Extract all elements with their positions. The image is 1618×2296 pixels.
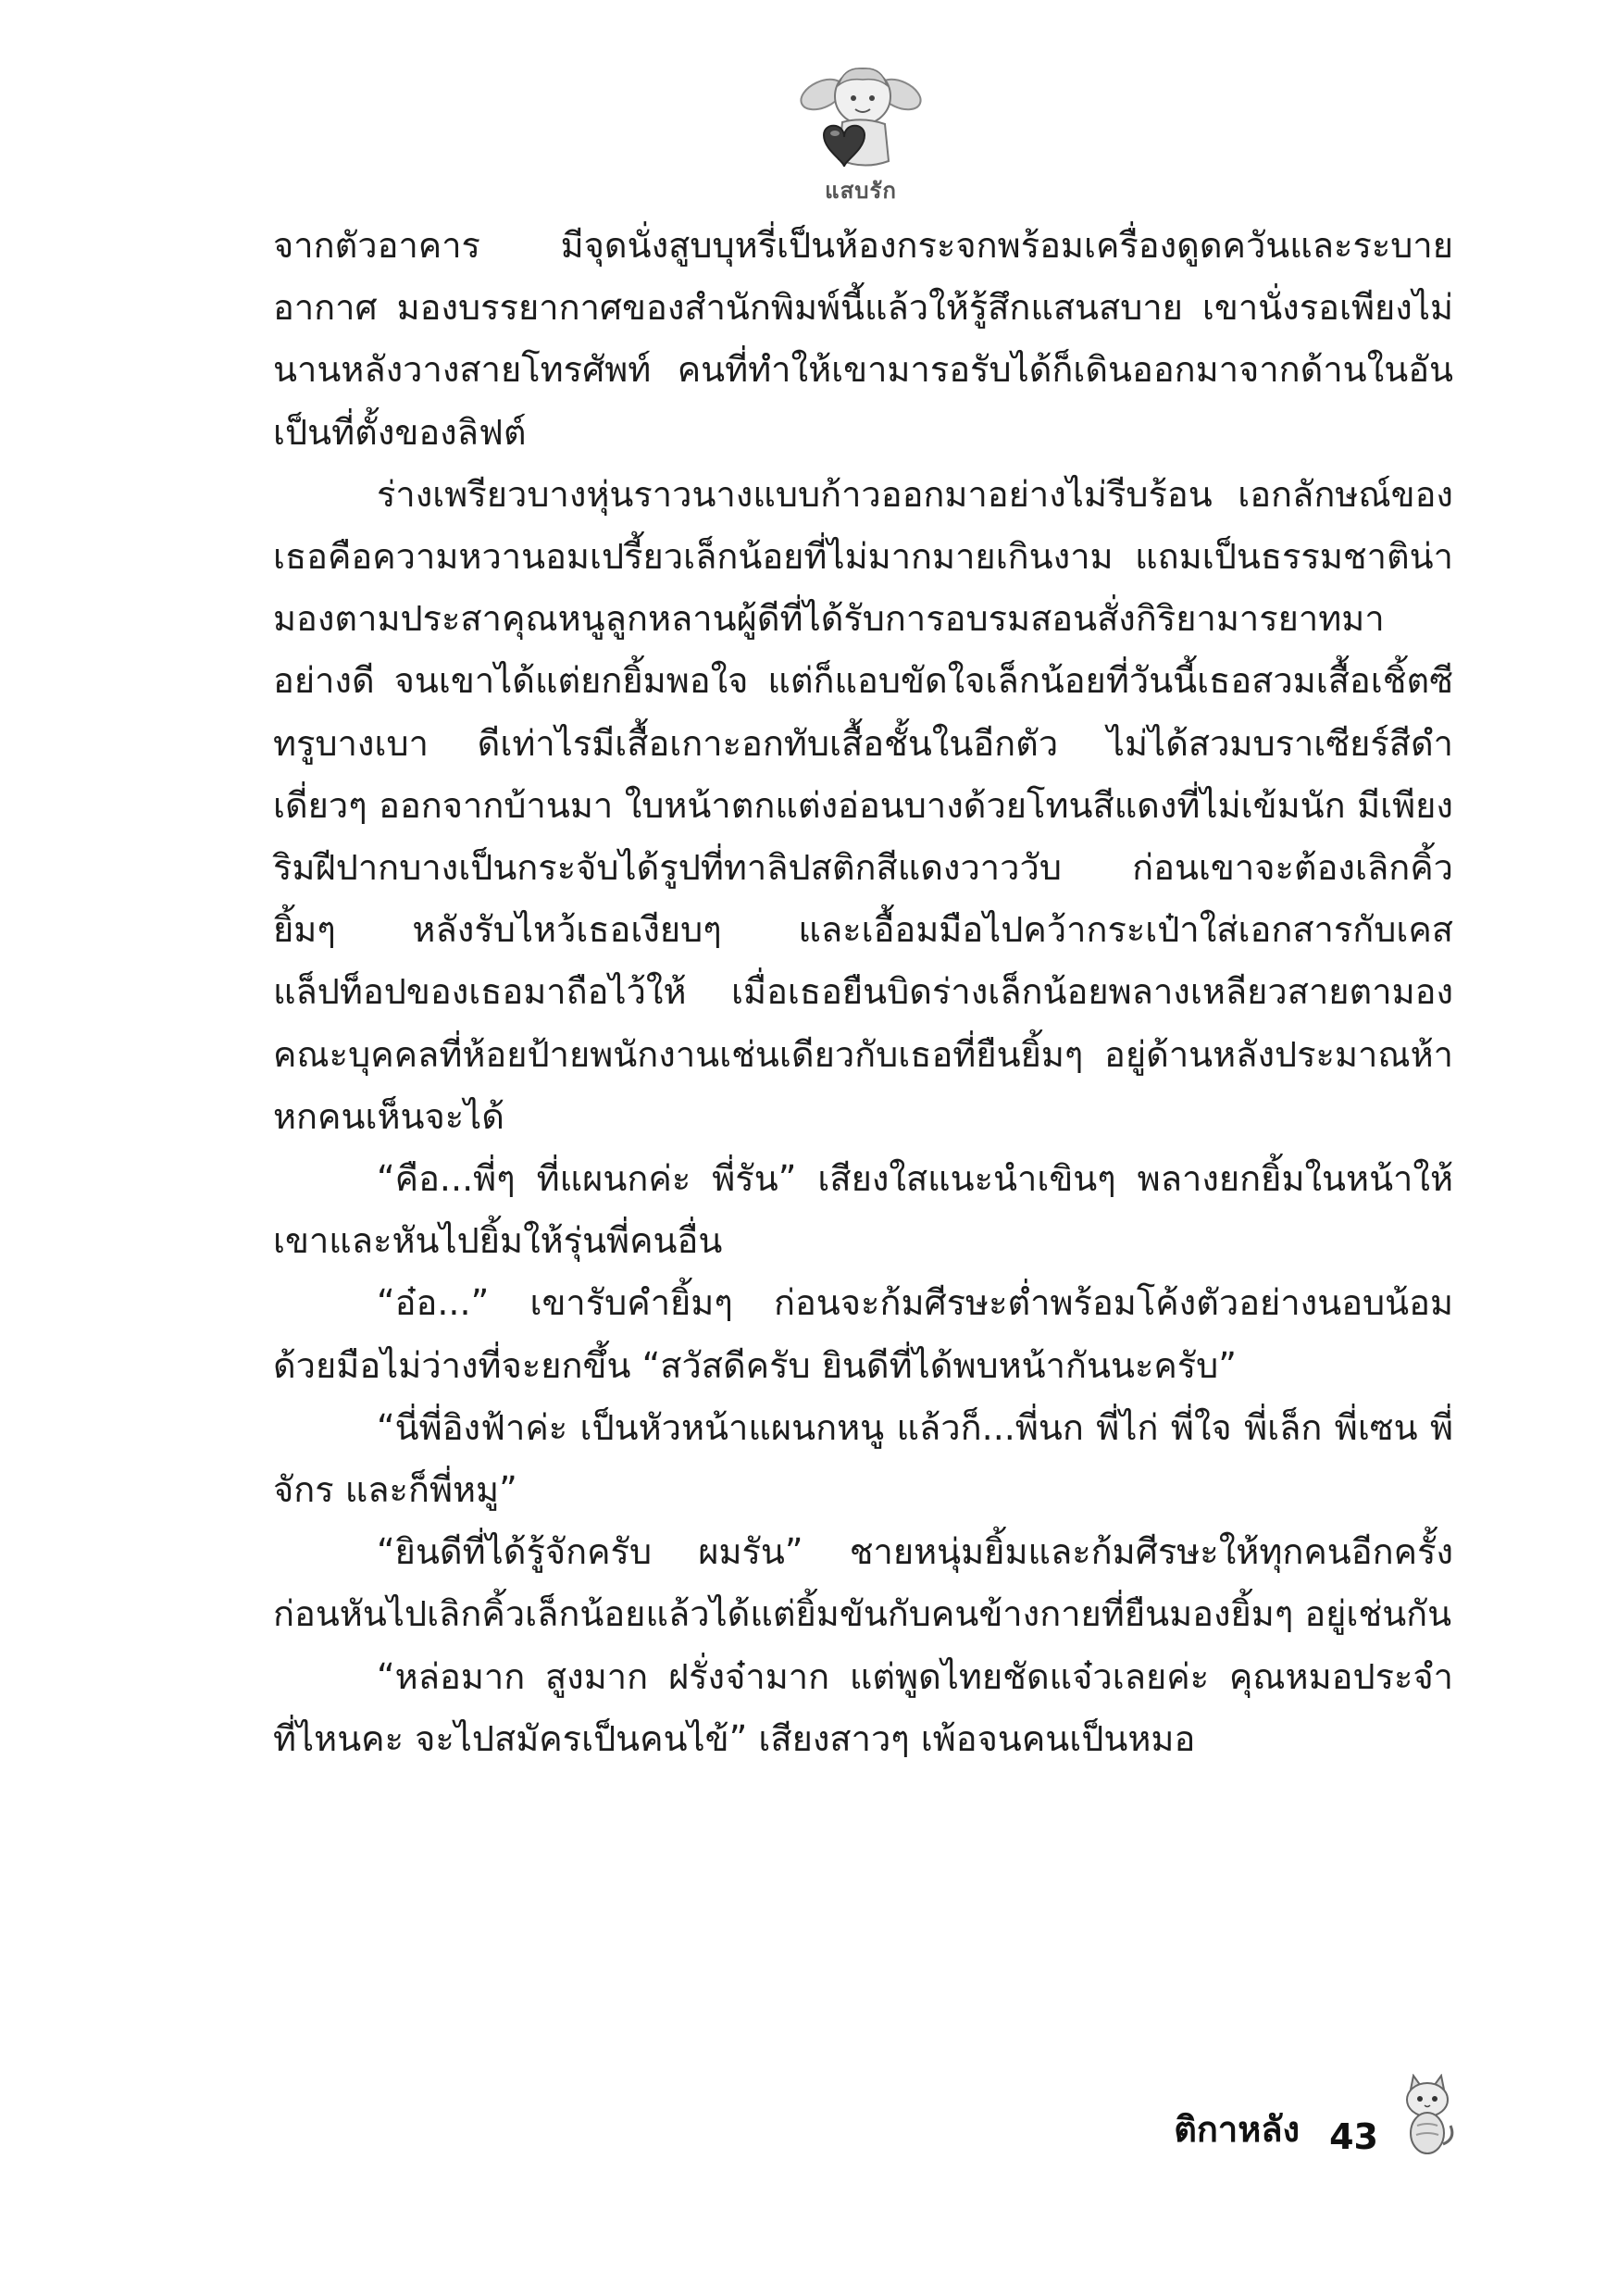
paragraph-6: “ยินดีที่ได้รู้จักครับ ผมรัน” ชายหนุ่มยิ้มและก้มศีรษะให้ทุกคนอีกครั้ง ก่อนหันไปเลิกคิ้วเล็กน้อยแล้วได้แต่ยิ้มขันกับคนข้างกายที่ยืนมองยิ้มๆ อยู่เช่นกัน (273, 1531, 1453, 1635)
page-footer (1174, 2074, 1456, 2157)
header-logo (796, 57, 926, 215)
paragraph-2: ร่างเพรียวบางหุ่นราวนางแบบก้าวออกมาอย่างไม่รีบร้อน เอกลักษณ์ของเธอคือความหวานอมเปรี้ยวเล็กน้อยที่ไม่มากมายเกินงาม แถมเป็นธรรมชาติน่ามองตามประสาคุณหนูลูกหลานผู้ดีที่ได้รับการอบรมสอนสั่งกิริยามารยาทมาอย่างดี จนเขาได้แต่ยกยิ้มพอใจ แต่ก็แอบขัดใจเล็กน้อยที่วันนี้เธอสวมเสื้อเชิ้ตซีทรูบางเบา ดีเท่าไรมีเสื้อเกาะอกทับเสื้อชั้นในอีกตัว ไม่ได้สวมบราเซียร์สีดำเดี่ยวๆ ออกจากบ้านมา ใบหน้าตกแต่งอ่อนบางด้วยโทนสีแดงที่ไม่เข้มนัก มีเพียงริมฝีปากบางเป็นกระจับได้รูปที่ทาลิปสติกสีแดงวาววับ ก่อนเขาจะต้องเลิกคิ้วยิ้มๆ หลังรับไหว้เธอเงียบๆ และเอื้อมมือไปคว้ากระเป๋าใส่เอกสารกับเคสแล็ปท็อปของเธอมาถือไว้ให้ เมื่อเธอยืนบิดร่างเล็กน้อยพลางเหลียวสายตามองคณะบุคคลที่ห้อยป้ายพนักงานเช่นเดียวกับเธอที่ยืนยิ้มๆ อยู่ด้านหลังประมาณห้าหกคนเห็นจะได้ (273, 473, 1453, 1137)
logo-text: แสบรัก (825, 178, 897, 204)
paragraph-1: จากตัวอาคาร มีจุดนั่งสูบบุหรี่เป็นห้องกระจกพร้อมเครื่องดูดควันและระบายอากาศ มองบรรยากาศของสำนักพิมพ์นี้แล้วให้รู้สึกแสนสบาย เขานั่งรอเพียงไม่นานหลังวางสายโทรศัพท์ คนที่ทำให้เขามารอรับได้ก็เดินออกมาจากด้านในอันเป็นที่ตั้งของลิฟต์ (273, 225, 1453, 453)
body-text (273, 215, 1453, 1770)
page-number: 43 (1329, 2116, 1378, 2157)
paragraph-5: “นี่พี่อิงฟ้าค่ะ เป็นหัวหน้าแผนกหนู แล้วก็...พี่นก พี่ไก่ พี่ใจ พี่เล็ก พี่เซน พี่จักร และก็พี่หมู” (273, 1406, 1453, 1511)
paragraph-7: “หล่อมาก สูงมาก ฝรั่งจ๋ามาก แต่พูดไทยชัดแจ๋วเลยค่ะ คุณหมอประจำที่ไหนคะ จะไปสมัครเป็นคนไข้” เสียงสาวๆ เพ้อจนคนเป็นหมอ (273, 1655, 1453, 1759)
paragraph-4: “อ๋อ...” เขารับคำยิ้มๆ ก่อนจะก้มศีรษะต่ำพร้อมโค้งตัวอย่างนอบน้อมด้วยมือไม่ว่างที่จะยกขึ้น “สวัสดีครับ ยินดีที่ได้พบหน้ากันนะครับ” (273, 1282, 1453, 1386)
book-title: ติกาหลัง (1174, 2109, 1301, 2150)
cupid-heart-icon (796, 57, 926, 178)
paragraph-3: “คือ...พี่ๆ ที่แผนกค่ะ พี่รัน” เสียงใสแนะนำเขินๆ พลางยกยิ้มในหน้าให้เขาและหันไปยิ้มให้รุ่นพี่คนอื่น (273, 1158, 1453, 1262)
kitten-icon (1399, 2074, 1456, 2157)
